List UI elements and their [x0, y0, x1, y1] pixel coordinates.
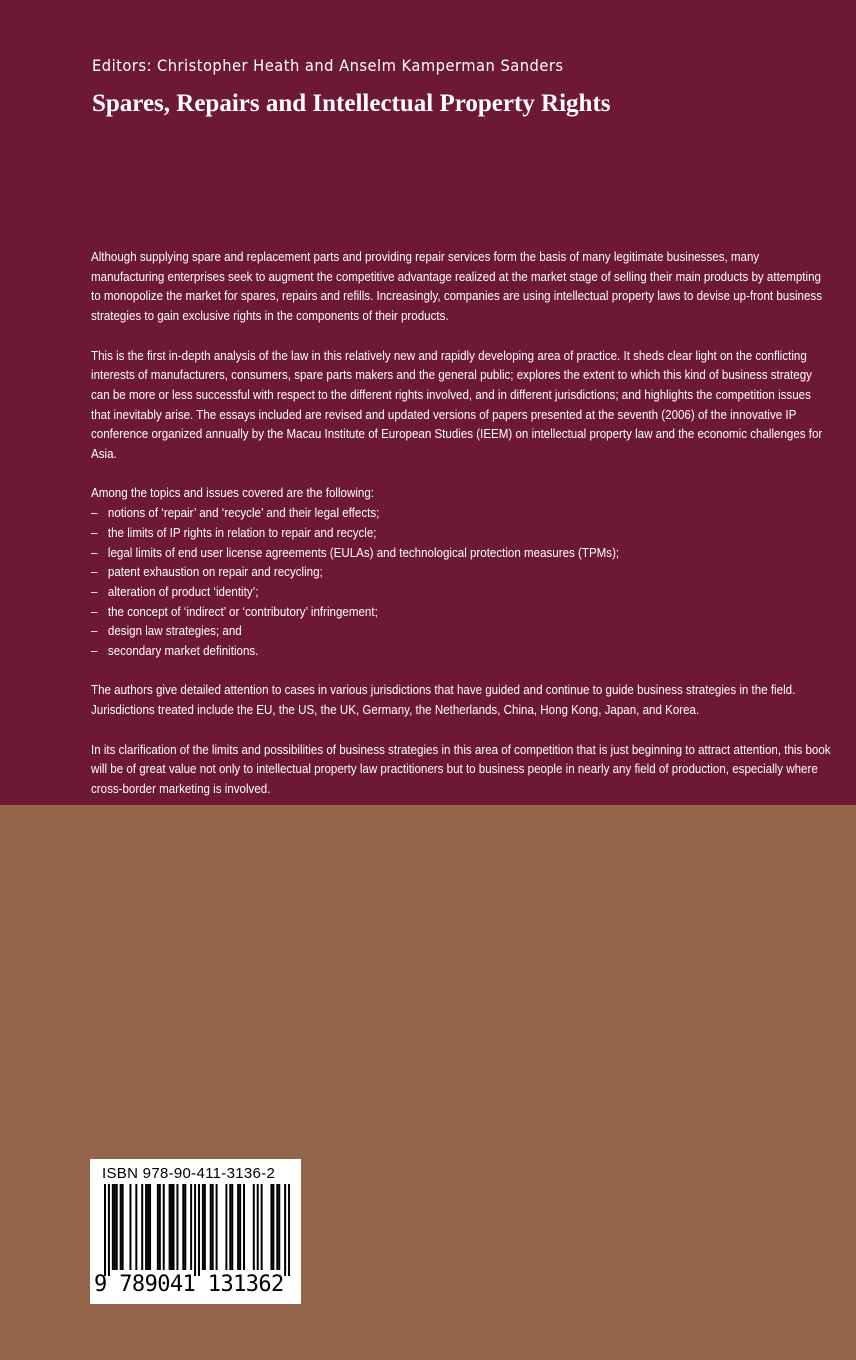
blurb-paragraph-4: In its clarification of the limits and possibilities of business strategies in this area of competition that is just beginning to attract attention, this book will be of great value not only to intellectual property law practitioners but to business people in nearly any field of production, especially where cross-border marketing is involved. [91, 741, 831, 796]
list-dash: – [91, 583, 98, 599]
barcode-bar [114, 1184, 116, 1270]
barcode-bar [163, 1184, 165, 1270]
list-item [91, 582, 831, 602]
barcode-bar [171, 1184, 173, 1270]
list-item-text: design law strategies; and [107, 623, 242, 639]
list-item-text: alteration of product ‘identity’; [107, 583, 259, 599]
isbn-barcode-box [90, 1159, 301, 1304]
list-item [91, 503, 831, 523]
list-dash: – [91, 505, 98, 521]
barcode-bar [198, 1184, 200, 1276]
list-dash: – [91, 564, 98, 580]
list-dash: – [91, 524, 98, 540]
barcode-bar [288, 1184, 290, 1276]
blurb-text [91, 247, 831, 818]
list-item-text: legal limits of end user license agreements (EULAs) and technological protection measures (TPMs); [107, 544, 620, 560]
barcode-bar [216, 1184, 218, 1270]
barcode-bar [116, 1184, 118, 1270]
barcode-bar [112, 1184, 114, 1270]
barcode-bar [237, 1184, 239, 1270]
barcode-bar [159, 1184, 161, 1270]
barcode-bar [270, 1184, 272, 1270]
barcode-bar [210, 1184, 212, 1270]
list-item [91, 602, 831, 622]
barcode-bar [276, 1184, 278, 1270]
list-item [91, 562, 831, 582]
isbn-label: ISBN 978-90-411-3136-2 [102, 1165, 276, 1182]
topics-intro: Among the topics and issues covered are the following: [91, 485, 374, 501]
barcode-bar [157, 1184, 159, 1270]
blurb-paragraph-3: The authors give detailed attention to cases in various jurisdictions that have guided and continue to guide business strategies in the field. Jurisdictions treated include the EU, the US, the UK, Germany, the Netherlands, China, Hong Kong, Japan, and Korea. [91, 682, 796, 718]
barcode-bar [225, 1184, 227, 1270]
barcode-bar [169, 1184, 171, 1270]
barcode-bar [253, 1184, 255, 1270]
barcode-bar [239, 1184, 241, 1270]
barcode-bar [190, 1184, 192, 1270]
editors-line: Editors: Christopher Heath and Anselm Kamperman Sanders [92, 56, 564, 75]
list-item-text: the concept of ‘indirect’ or ‘contributory’ infringement; [107, 603, 378, 619]
barcode-bar [173, 1184, 175, 1270]
list-dash: – [91, 603, 98, 619]
list-item-text: patent exhaustion on repair and recycling; [107, 564, 323, 580]
barcode-bar [257, 1184, 259, 1270]
list-item [91, 621, 831, 641]
blurb-paragraph-1: Although supplying spare and replacement parts and providing repair services form the basis of many legitimate businesses, many manufacturing enterprises seek to augment the competitive advantage realized at the market stage of selling their main products by attempting to monopolize the market for spares, repairs and refills. Increasingly, companies are using intellectual property laws to devise up-front business strategies to gain exclusive rights in the components of their products. [91, 249, 822, 324]
barcode-bar [231, 1184, 233, 1270]
list-dash: – [91, 623, 98, 639]
list-item-text: notions of ‘repair’ and ‘recycle’ and their legal effects; [107, 505, 380, 521]
barcode-bar [182, 1184, 184, 1270]
barcode-bar [194, 1184, 196, 1276]
list-item [91, 543, 831, 563]
list-item-text: the limits of IP rights in relation to repair and recycle; [107, 524, 377, 540]
barcode-digits: 9 789041 131362 [94, 1272, 284, 1297]
list-item [91, 523, 831, 543]
barcode-bar [202, 1184, 204, 1270]
book-title: Spares, Repairs and Intellectual Property Rights [92, 90, 611, 117]
barcode-bar [129, 1184, 131, 1270]
barcode-bar [120, 1184, 122, 1270]
barcode-bar [147, 1184, 149, 1270]
barcode-bar [243, 1184, 245, 1270]
barcode-bar [184, 1184, 186, 1270]
list-dash: – [91, 544, 98, 560]
barcode-bar [122, 1184, 124, 1270]
list-item-text: secondary market definitions. [107, 643, 259, 659]
barcode-bar [204, 1184, 206, 1270]
barcode-bar [212, 1184, 214, 1270]
barcode-bar [272, 1184, 274, 1270]
barcode-bar [149, 1184, 151, 1270]
barcode-bar [135, 1184, 137, 1270]
barcode-bar [261, 1184, 263, 1270]
barcode-bar [278, 1184, 280, 1270]
blurb-paragraph-2: This is the first in-depth analysis of the law in this relatively new and rapidly developing area of practice. It sheds clear light on the conflicting interests of manufacturers, consumers, spare parts makers and the general public; explores the extent to which this kind of business strategy can be more or less successful with respect to the different rights involved, and in different jurisdictions; and highlights the competition issues that inevitably arise. The essays included are revised and updated versions of papers presented at the seventh (2006) of the innovative IP conference organized annually by the Macau Institute of European Studies (IEEM) on intellectual property law and the economic challenges for Asia. [91, 347, 823, 462]
barcode [104, 1184, 290, 1276]
barcode-bar [284, 1184, 286, 1276]
list-item [91, 641, 831, 661]
topics-list [91, 503, 831, 661]
barcode-bar [229, 1184, 231, 1270]
barcode-bar [145, 1184, 147, 1270]
list-dash: – [91, 643, 98, 659]
barcode-bar [104, 1184, 106, 1276]
barcode-bar [176, 1184, 178, 1270]
barcode-bar [108, 1184, 110, 1276]
barcode-bar [141, 1184, 143, 1270]
